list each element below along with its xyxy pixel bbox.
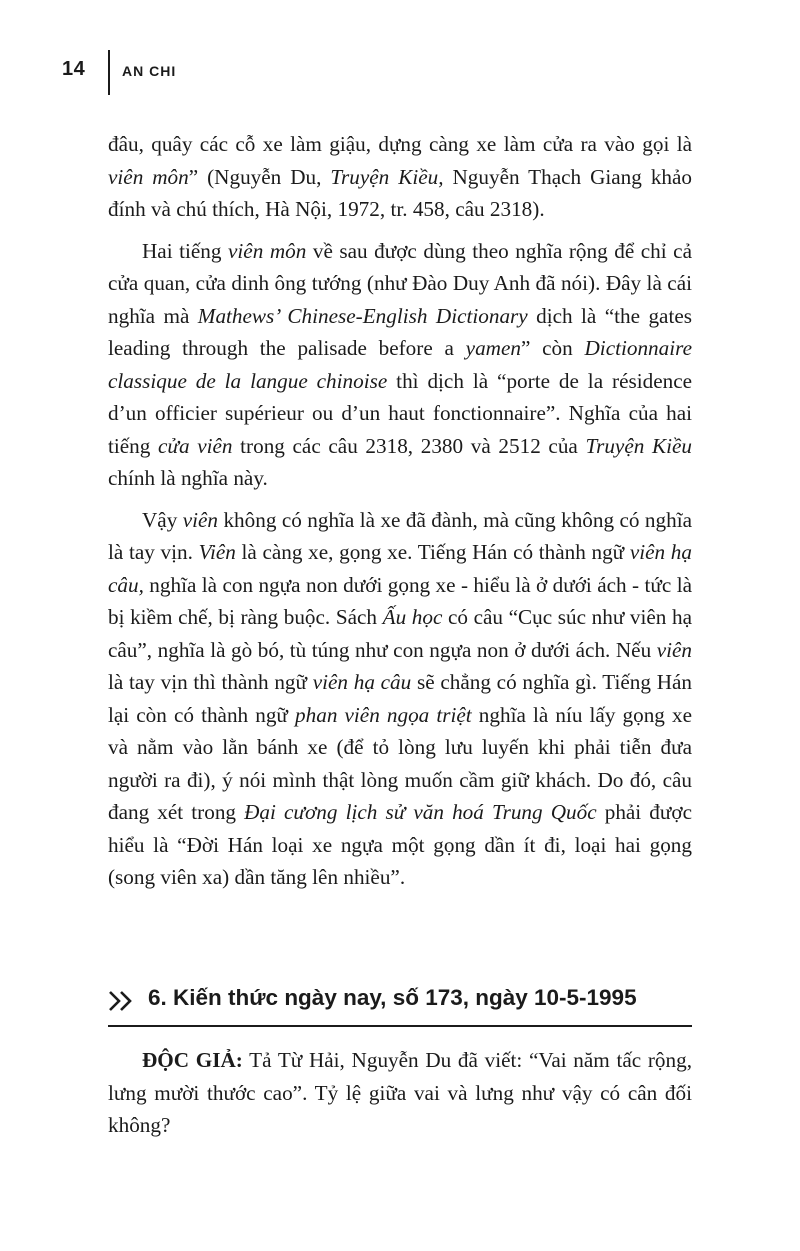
text-segment: sẽ chẳng có nghĩa gì. Tiếng Hán lại còn có thành ngữ <box>108 670 693 727</box>
text-segment: dịch là “the gates leading through the palisade before a <box>108 303 692 360</box>
paragraph <box>108 504 692 894</box>
italic-text: Mathews’ Chinese-English Dictionary <box>197 303 528 328</box>
section-title: 6. Kiến thức ngày nay, số 173, ngày 10-5-1995 <box>148 985 637 1010</box>
text-segment: ” còn <box>520 336 585 360</box>
italic-text: viên hạ câu <box>312 670 412 694</box>
italic-text: yamen <box>465 336 521 360</box>
italic-text: viên <box>182 507 219 532</box>
italic-text: Viên <box>198 540 236 564</box>
italic-text: viên <box>656 637 692 662</box>
italic-text: viên môn <box>228 238 307 263</box>
paragraph <box>108 128 692 226</box>
text-segment: ” (Nguyễn Du, <box>188 164 331 189</box>
text-segment: nghĩa là con ngựa non dưới gọng xe - hiểu là ở dưới ách - tức là bị kiềm chế, bị ràng buộc. Sách <box>108 572 692 629</box>
text-segment: có câu “Cục súc như viên hạ câu”, nghĩa là gò bó, tù túng như con ngựa non ở dưới ách. Nếu <box>108 605 693 662</box>
text-segment: đâu, quây các cỗ xe làm giậu, dựng càng xe làm cửa ra vào gọi là <box>108 132 692 156</box>
italic-text: viên môn <box>108 164 189 189</box>
reader-label: ĐỘC GIẢ: <box>142 1048 243 1072</box>
text-segment: phải được hiểu là “Đời Hán loại xe ngựa một gọng dần ít đi, loại hai gọng (song viên xa) dần tăng lên nhiều”. <box>108 800 692 889</box>
text-segment: trong các câu 2318, 2380 và 2512 của <box>232 433 586 458</box>
reader-paragraph <box>108 1044 692 1142</box>
text-segment: Vậy <box>142 507 183 532</box>
text-segment: là tay vịn thì thành ngữ <box>108 670 313 694</box>
italic-text: phan viên ngọa triệt <box>295 702 472 727</box>
text-segment: Hai tiếng <box>142 238 229 263</box>
text-segment: không có nghĩa là xe đã đành, mà cũng không có nghĩa là tay vịn. <box>108 507 692 564</box>
italic-text: Đại cương lịch sử văn hoá Trung Quốc <box>244 800 597 824</box>
body-text <box>108 128 692 903</box>
text-segment: nghĩa là níu lấy gọng xe và nằm vào lằn bánh xe (để tỏ lòng lưu luyến khi phải tiễn đưa người ra đi), ý nói mình thật lòng muốn cầm giữ khách. Do đó, câu đang xét trong <box>108 702 692 824</box>
text-segment: thì dịch là “porte de la résidence d’un officier supérieur ou d’un haut fonctionnaire”. Nghĩa của hai tiếng <box>108 368 693 458</box>
paragraph <box>108 235 692 495</box>
italic-text: Ấu học <box>382 605 443 629</box>
italic-text: viên hạ câu, <box>108 540 692 597</box>
text-segment: Nguyễn Thạch Giang khảo đính và chú thích, Hà Nội, 1972, tr. 458, câu 2318). <box>108 164 692 221</box>
italic-text: cửa viên <box>158 433 233 458</box>
text-segment: về sau được dùng theo nghĩa rộng để chỉ cả cửa quan, cửa dinh ông tướng (như Đào Duy Anh đã nói). Đây là cái nghĩa mà <box>108 238 692 328</box>
text-segment: là càng xe, gọng xe. Tiếng Hán có thành ngữ <box>235 540 630 564</box>
section-heading <box>108 983 692 1027</box>
reader-question <box>108 1044 692 1142</box>
header-divider <box>108 50 110 95</box>
reader-question-text: Tả Từ Hải, Nguyễn Du đã viết: “Vai năm tấc rộng, lưng mười thước cao”. Tỷ lệ giữa vai và lưng như vậy có cân đối không? <box>108 1048 692 1137</box>
italic-text: Dictionnaire classique de la langue chinoise <box>108 336 692 393</box>
page-number: 14 <box>62 58 86 80</box>
text-segment: chính là nghĩa này. <box>108 466 268 490</box>
double-chevron-right-icon <box>108 989 136 1013</box>
running-head-author: AN CHI <box>122 63 177 79</box>
italic-text: Truyện Kiều <box>585 433 692 458</box>
italic-text: Truyện Kiều, <box>330 164 444 189</box>
page-header <box>0 0 800 120</box>
